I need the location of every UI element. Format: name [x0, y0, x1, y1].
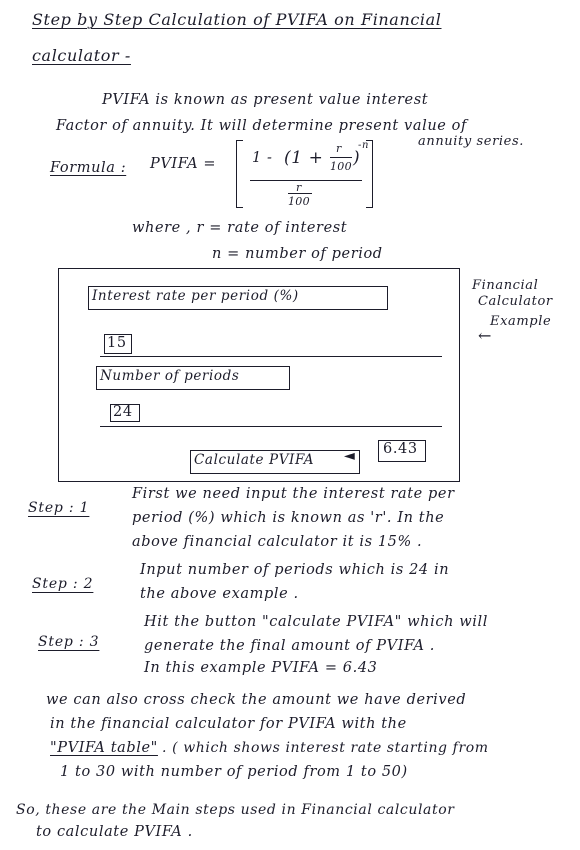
conclusion-line-1: So, these are the Main steps used in Financial calculator — [16, 802, 455, 818]
pvifa-table-reference: "PVIFA table" — [50, 740, 158, 756]
crosscheck-line-3: . ( which shows interest rate starting from — [162, 740, 489, 756]
formula-num-prefix: 1 - — [252, 150, 273, 166]
step-1-line-2: period (%) which is known as 'r'. In the — [132, 510, 445, 526]
calculator-side-label-3: Example — [490, 314, 552, 329]
formula-paren-open: (1 + — [284, 148, 324, 168]
step-1-line-1: First we need input the interest rate per — [132, 486, 455, 502]
step-3-label: Step : 3 — [38, 634, 100, 650]
where-period: n = number of period — [212, 246, 383, 262]
formula-inner-fraction-bar — [330, 157, 352, 158]
step-3-line-2: generate the final amount of PVIFA . — [144, 638, 435, 654]
formula-den-fraction-bar — [288, 193, 312, 194]
formula-lhs: PVIFA = — [150, 156, 217, 172]
conclusion-line-2: to calculate PVIFA . — [36, 824, 193, 840]
crosscheck-line-1: we can also cross check the amount we have derived — [46, 692, 467, 708]
pvifa-result-value: 6.43 — [383, 441, 418, 457]
formula-inner-100: 100 — [330, 160, 352, 173]
periods-input-line — [100, 426, 442, 427]
formula-main-fraction-bar — [250, 180, 362, 181]
step-3-line-3: In this example PVIFA = 6.43 — [144, 660, 378, 676]
step-3-line-1: Hit the button "calculate PVIFA" which will — [144, 614, 488, 630]
page-title: Step by Step Calculation of PVIFA on Financial — [32, 10, 442, 29]
interest-rate-label: Interest rate per period (%) — [92, 288, 299, 304]
crosscheck-line-4: 1 to 30 with number of period from 1 to 50) — [60, 764, 408, 780]
calculate-pvifa-button-label: Calculate PVIFA — [194, 452, 315, 468]
intro-line-2: Factor of annuity. It will determine present value of — [56, 118, 467, 134]
calculator-side-label-1: Financial — [472, 278, 539, 293]
intro-line-3: annuity series. — [418, 134, 524, 149]
calculator-pointer-arrow-icon: ← — [478, 326, 492, 345]
periods-label: Number of periods — [100, 368, 240, 384]
formula-exponent: -n — [358, 140, 370, 151]
step-1-line-3: above financial calculator it is 15% . — [132, 534, 423, 550]
step-2-line-1: Input number of periods which is 24 in — [140, 562, 450, 578]
calculator-side-label-2: Calculator — [478, 294, 553, 309]
formula-den-r: r — [296, 181, 302, 194]
result-arrow-icon: ◄ — [344, 448, 355, 464]
intro-line-1: PVIFA is known as present value interest — [102, 92, 429, 108]
page-title-continued: calculator - — [32, 46, 131, 65]
formula-paren-close: ) — [353, 148, 361, 168]
formula-den-100: 100 — [288, 195, 310, 208]
formula-inner-r: r — [336, 142, 342, 155]
step-2-line-2: the above example . — [140, 586, 299, 602]
crosscheck-line-2: in the financial calculator for PVIFA with the — [50, 716, 407, 732]
step-1-label: Step : 1 — [28, 500, 90, 516]
periods-value: 24 — [113, 404, 133, 420]
step-2-label: Step : 2 — [32, 576, 94, 592]
interest-rate-value: 15 — [107, 335, 127, 351]
formula-left-bracket — [236, 140, 243, 208]
interest-rate-input-line — [100, 356, 442, 357]
formula-label: Formula : — [50, 160, 127, 176]
where-rate: where , r = rate of interest — [132, 220, 348, 236]
